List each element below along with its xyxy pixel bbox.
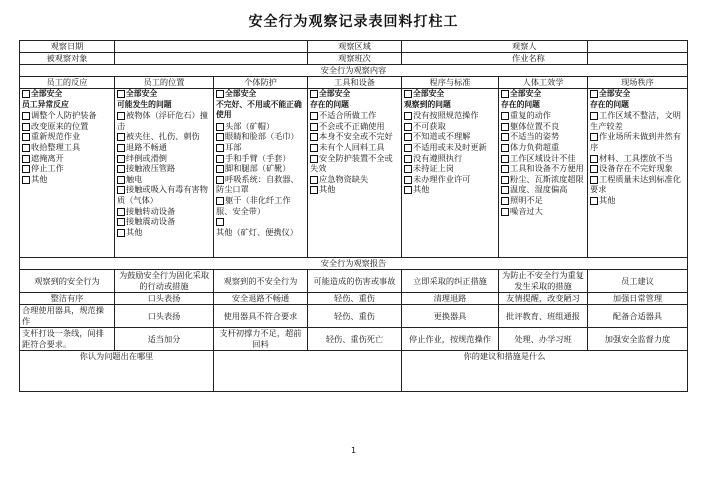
ppe-item[interactable]: 其他（矿灯、便携仪） [216, 216, 305, 237]
position-item[interactable]: 触电 [117, 174, 211, 185]
ergonomics-item[interactable]: 躯体位置不良 [501, 121, 585, 132]
ergonomics-item[interactable]: 噪音过大 [501, 206, 585, 217]
info-row-2 [20, 53, 688, 65]
ppe-item[interactable]: 躯干（非化纤工作服、安全带） [216, 194, 291, 216]
ergonomics-all-safe[interactable]: 全部安全 [501, 89, 585, 100]
checkbox-icon [22, 165, 30, 173]
report-header: 安全行为观察报告 [20, 258, 688, 270]
tools-item[interactable]: 其他 [310, 184, 399, 195]
position-item[interactable]: 被夹住、扎伤、刺伤 [117, 131, 211, 142]
ergonomics-item[interactable]: 温度、湿度偏高 [501, 184, 585, 195]
table-cell[interactable]: 口头表扬 [115, 305, 214, 328]
checkbox-icon [216, 176, 224, 184]
checkbox-icon [22, 123, 30, 131]
table-cell[interactable]: 配备合适器具 [588, 305, 688, 328]
problem-location-cell[interactable] [20, 351, 214, 392]
content-header: 安全行为观察内容 [20, 65, 688, 77]
report-col-safe-behavior: 观察到的安全行为 [20, 270, 115, 293]
report-col-unsafe-behavior: 观察到的不安全行为 [214, 270, 308, 293]
col-ppe: 个体防护 [214, 77, 308, 89]
checkbox-icon [501, 123, 509, 131]
procedure-all-safe[interactable]: 全部安全 [404, 89, 496, 100]
checkbox-icon [404, 155, 412, 163]
reaction-item[interactable]: 其他 [22, 174, 112, 185]
position-item[interactable]: 其他 [117, 227, 211, 238]
table-cell[interactable]: 适当加分 [115, 328, 214, 351]
report-col-prevention: 为防止不安全行为重复发生采取的措施 [499, 270, 588, 293]
job-name-label: 作业名称 [512, 53, 545, 63]
ppe-all-safe[interactable]: 全部安全 [216, 89, 305, 100]
observe-shift-label: 观察班次 [308, 53, 402, 65]
checkbox-icon [117, 229, 125, 237]
info-row-1 [20, 41, 688, 53]
table-row [20, 305, 688, 328]
page-title: 安全行为观察记录表回料打柱工 [248, 14, 459, 30]
observation-form [19, 40, 688, 392]
footer-row [20, 351, 688, 392]
table-cell[interactable]: 处理、办学习班 [499, 328, 588, 351]
checkbox-icon [590, 155, 598, 163]
ppe-item[interactable]: 眼睛和脸部（毛巾） [216, 131, 305, 142]
checkbox-icon [117, 218, 125, 226]
order-item[interactable]: 工作区域不整洁，文明生产较差 [590, 110, 681, 131]
checkbox-icon [117, 112, 125, 120]
report-col-suggestion: 员工建议 [588, 270, 688, 293]
checkbox-icon [404, 112, 412, 120]
procedure-item[interactable]: 不适用或未及时更新 [404, 142, 496, 153]
checkbox-icon [22, 155, 30, 163]
content-header-row [20, 65, 688, 77]
problem-location-answer[interactable] [214, 351, 402, 392]
checkbox-icon [404, 176, 412, 184]
checkbox-icon [590, 90, 598, 98]
ppe-cell [214, 89, 308, 258]
checkbox-icon [501, 208, 509, 216]
ppe-item[interactable]: 耳部 [216, 142, 305, 153]
checkbox-icon [216, 133, 224, 141]
checkbox-icon [501, 144, 509, 152]
position-item[interactable]: 接触或吸入有毒有害物质（气体） [117, 184, 208, 205]
report-header-row [20, 258, 688, 270]
table-row [20, 328, 688, 351]
observed-object-label: 被观察对象 [20, 53, 115, 65]
checkbox-icon [501, 133, 509, 141]
position-item[interactable]: 接触震动设备 [117, 216, 211, 227]
checkbox-icon [590, 176, 598, 184]
table-cell[interactable]: 友情提醒，改变陋习 [499, 293, 588, 305]
table-cell[interactable]: 加强安全监督力度 [588, 328, 688, 351]
checkbox-icon [501, 197, 509, 205]
col-order: 现场秩序 [588, 77, 688, 89]
reaction-item[interactable]: 收拾整理工具 [22, 142, 112, 153]
checkbox-icon [117, 186, 125, 194]
checkbox-icon [216, 123, 224, 131]
col-tools: 工具和设备 [308, 77, 402, 89]
tools-item[interactable]: 本身不安全或不完好 [310, 131, 399, 142]
ppe-item[interactable]: 手和手臂（手套） [216, 153, 305, 164]
checkbox-icon [590, 165, 598, 173]
job-name-cell[interactable] [512, 53, 688, 65]
tools-item[interactable]: 不会或不正确使用 [310, 121, 399, 132]
checkbox-icon [501, 176, 509, 184]
report-col-possible-harm: 可能造成的伤害或事故 [308, 270, 402, 293]
order-item[interactable]: 材料、工具摆放不当 [590, 153, 685, 164]
category-row [20, 89, 688, 258]
checkbox-icon [501, 90, 509, 98]
checkbox-icon [117, 133, 125, 141]
checkbox-icon [590, 197, 598, 205]
col-reaction: 员工的反应 [20, 77, 115, 89]
suggestion-label: 你的建议和措施是什么 [463, 351, 546, 361]
report-col-encourage: 为鼓励安全行为固化采取的行动或措施 [115, 270, 214, 293]
ppe-item[interactable]: 呼吸系统：自救器、防尘口罩 [216, 173, 299, 195]
table-cell[interactable]: 批评教育、班组通报 [499, 305, 588, 328]
checkbox-icon [22, 176, 30, 184]
position-item[interactable]: 被物体（浮矸危石）撞击 [117, 110, 208, 131]
position-cell [115, 89, 214, 258]
reaction-head: 员工异常反应 [22, 99, 69, 109]
position-item[interactable]: 接触液压管路 [117, 163, 211, 174]
tools-item[interactable]: 未有个人回料工具 [310, 142, 399, 153]
observe-area-value[interactable] [402, 41, 588, 53]
reaction-item[interactable]: 重新规范作业 [22, 131, 112, 142]
ergonomics-item[interactable]: 工具和设备不方便用 [501, 163, 585, 174]
table-cell[interactable]: 使用器具不符合要求 [214, 305, 308, 328]
checkbox-icon [22, 112, 30, 120]
table-cell[interactable]: 轻伤、重伤 [308, 293, 402, 305]
reaction-item[interactable]: 调整个人防护装备 [22, 110, 112, 121]
checkbox-icon [22, 144, 30, 152]
checkbox-icon [216, 90, 224, 98]
procedure-item[interactable]: 不可获取 [404, 121, 496, 132]
table-cell[interactable]: 清理退路 [402, 293, 499, 305]
checkbox-icon [404, 144, 412, 152]
ergonomics-item[interactable]: 工作区域设计不佳 [501, 153, 585, 164]
checkbox-icon [404, 133, 412, 141]
procedure-head: 观察到的问题 [404, 99, 451, 109]
checkbox-icon [216, 144, 224, 152]
ppe-head: 不完好、不用或不能正确使用 [216, 99, 302, 120]
ergonomics-item[interactable]: 粉尘、瓦斯浓度超限 [501, 174, 585, 185]
position-item[interactable]: 接触转动设备 [117, 206, 211, 217]
checkbox-icon [404, 90, 412, 98]
checkbox-icon [216, 165, 224, 173]
order-cell [588, 89, 688, 258]
col-procedure: 程序与标准 [402, 77, 499, 89]
position-item[interactable]: 绊倒或滑倒 [117, 153, 211, 164]
table-cell[interactable]: 加强日常管理 [588, 293, 688, 305]
observe-area-label: 观察区域 [308, 41, 402, 53]
checkbox-icon [22, 133, 30, 141]
page-number: 1 [350, 446, 357, 455]
checkbox-icon [117, 176, 125, 184]
checkbox-icon [22, 90, 30, 98]
table-row [20, 293, 688, 305]
tools-item[interactable]: 安全防护装置不全或失效 [310, 152, 393, 174]
checkbox-icon [310, 133, 318, 141]
reaction-item[interactable]: 遮掩离开 [22, 153, 112, 164]
reaction-all-safe[interactable]: 全部安全 [22, 89, 112, 100]
checkbox-icon [216, 197, 224, 205]
checkbox-icon [404, 123, 412, 131]
order-head: 存在的问题 [590, 99, 629, 109]
order-item[interactable]: 设备存在不完好现象 [590, 163, 685, 174]
order-item[interactable]: 工程质量未达到标准化要求 [590, 173, 681, 195]
checkbox-icon [310, 112, 318, 120]
checkbox-icon [501, 186, 509, 194]
table-cell[interactable]: 轻伤、重伤死亡 [308, 328, 402, 351]
checkbox-icon [117, 165, 125, 173]
table-cell[interactable]: 口头表扬 [115, 293, 214, 305]
tools-item[interactable]: 应急物资缺失 [310, 174, 399, 185]
tools-item[interactable]: 不适合所做工作 [310, 110, 399, 121]
order-all-safe[interactable]: 全部安全 [590, 89, 685, 100]
reaction-item[interactable]: 停止工作 [22, 163, 112, 174]
ppe-item[interactable]: 头部（矿帽） [216, 121, 305, 132]
table-cell[interactable]: 合理使用器具，规范操作 [20, 305, 115, 328]
ergonomics-head: 存在的问题 [501, 99, 540, 109]
checkbox-icon [216, 218, 224, 226]
checkbox-icon [501, 155, 509, 163]
order-item[interactable]: 作业场所未做到井然有序 [590, 131, 681, 152]
tools-head: 存在的问题 [310, 99, 349, 109]
suggestion-cell[interactable] [402, 351, 688, 392]
checkbox-icon [310, 123, 318, 131]
checkbox-icon [310, 155, 318, 163]
table-cell[interactable]: 整洁有序 [20, 293, 115, 305]
procedure-item[interactable]: 其他 [404, 184, 496, 195]
col-position: 员工的位置 [115, 77, 214, 89]
procedure-item[interactable]: 没有按照规范操作 [404, 110, 496, 121]
ergonomics-item[interactable]: 重复的动作 [501, 110, 585, 121]
table-cell[interactable]: 停止作业，按规范操作 [402, 328, 499, 351]
position-head: 可能发生的问题 [117, 99, 172, 109]
procedure-item[interactable]: 没有遵照执行 [404, 153, 496, 164]
report-columns-row [20, 270, 688, 293]
procedure-item[interactable]: 未办理作业许可 [404, 174, 496, 185]
table-cell[interactable]: 更换器具 [402, 305, 499, 328]
table-cell[interactable]: 支杆初撑力不足，超前回料 [214, 328, 308, 351]
checkbox-icon [590, 112, 598, 120]
reaction-cell [20, 89, 115, 258]
category-header-row [20, 77, 688, 89]
table-cell[interactable]: 安全退路不畅通 [214, 293, 308, 305]
checkbox-icon [404, 186, 412, 194]
observed-object-value[interactable] [115, 53, 308, 65]
order-item[interactable]: 其他 [590, 195, 685, 206]
checkbox-icon [117, 155, 125, 163]
checkbox-icon [404, 165, 412, 173]
ergonomics-item[interactable]: 体力负荷超重 [501, 142, 585, 153]
ergonomics-item[interactable]: 照明不足 [501, 195, 585, 206]
checkbox-icon [310, 90, 318, 98]
observer-cell[interactable] [512, 41, 688, 53]
ppe-item[interactable]: 脚和腿部（矿靴） [216, 163, 305, 174]
ergonomics-item[interactable]: 不适当的姿势 [501, 131, 585, 142]
checkbox-icon [501, 112, 509, 120]
checkbox-icon [310, 176, 318, 184]
report-col-corrective: 立即采取的纠正措施 [402, 270, 499, 293]
table-cell[interactable]: 支杆打设一条线，间排距符合要求。 [20, 328, 115, 351]
procedure-item[interactable]: 不知道或不理解 [404, 131, 496, 142]
tools-all-safe[interactable]: 全部安全 [310, 89, 399, 100]
table-cell[interactable]: 轻伤、重伤 [308, 305, 402, 328]
checkbox-icon [216, 155, 224, 163]
checkbox-icon [117, 90, 125, 98]
ergonomics-cell [499, 89, 588, 258]
col-ergonomics: 人体工效学 [499, 77, 588, 89]
checkbox-icon [117, 144, 125, 152]
position-all-safe[interactable]: 全部安全 [117, 89, 211, 100]
checkbox-icon [310, 144, 318, 152]
observe-date-label: 观察日期 [20, 41, 115, 53]
procedure-cell [402, 89, 499, 258]
observe-shift-value[interactable] [402, 53, 588, 65]
problem-location-label: 你认为问题出在哪里 [79, 351, 154, 361]
checkbox-icon [310, 186, 318, 194]
procedure-item[interactable]: 未持证上岗 [404, 163, 496, 174]
position-item[interactable]: 退路不畅通 [117, 142, 211, 153]
checkbox-icon [501, 165, 509, 173]
observer-label: 观察人 [512, 41, 537, 51]
reaction-item[interactable]: 改变原来的位置 [22, 121, 112, 132]
checkbox-icon [590, 133, 598, 141]
tools-cell [308, 89, 402, 258]
checkbox-icon [117, 208, 125, 216]
observe-date-value[interactable] [115, 41, 308, 53]
